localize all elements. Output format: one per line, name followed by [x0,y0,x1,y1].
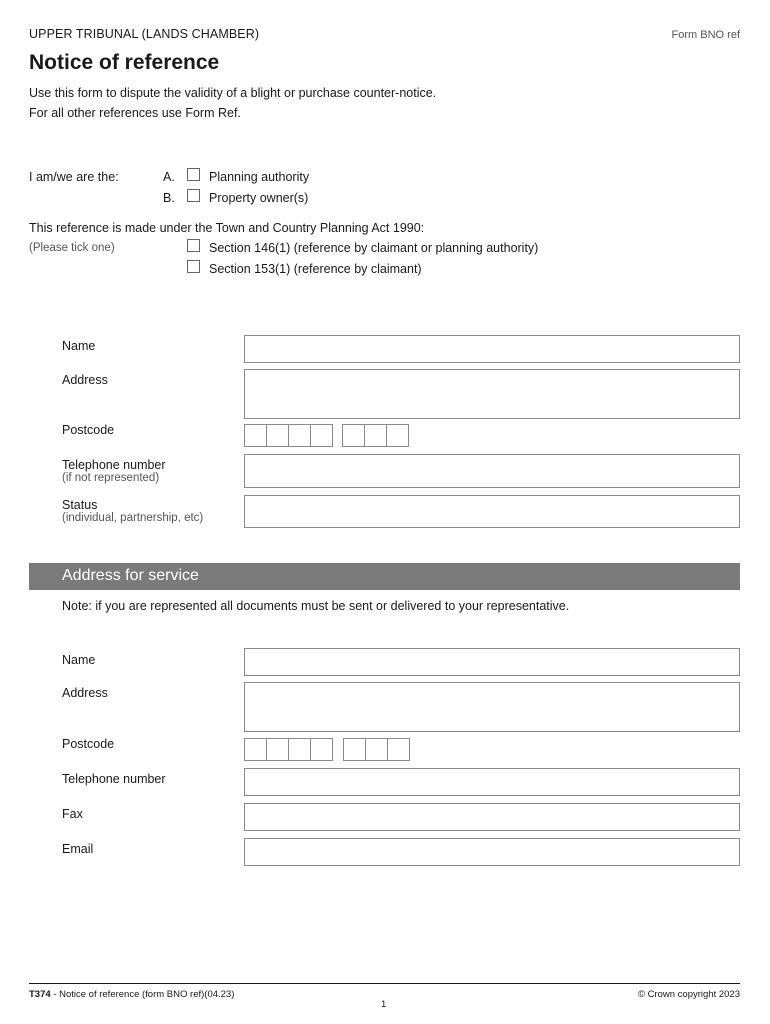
footer-divider [29,983,740,984]
tribunal-name: UPPER TRIBUNAL (LANDS CHAMBER) [29,27,260,41]
service-address-field[interactable] [244,682,740,732]
service-postcode-box[interactable] [343,738,366,761]
copyright-notice: © Crown copyright 2023 [637,989,740,1000]
form-reference: Form BNO ref [671,29,740,41]
status-label: Status [62,498,98,512]
intro-line-2: For all other references use Form Ref. [29,106,241,120]
postcode-box[interactable] [342,424,365,447]
service-fax-label: Fax [62,807,83,821]
service-postcode-box[interactable] [266,738,289,761]
address-label: Address [62,373,108,387]
footer-form-description: - Notice of reference (form BNO ref)(04.23) [50,989,235,1000]
option-a-letter: A. [163,170,175,184]
planning-authority-checkbox[interactable] [187,168,200,181]
reference-statement: This reference is made under the Town and Country Planning Act 1990: [29,221,425,235]
service-name-field[interactable] [244,648,740,676]
telephone-sublabel: (if not represented) [62,472,160,484]
service-postcode-box[interactable] [387,738,410,761]
postcode-box[interactable] [364,424,387,447]
postcode-box[interactable] [266,424,289,447]
status-field[interactable] [244,495,740,528]
service-postcode-box[interactable] [244,738,267,761]
footer-form-code: T374 [29,989,51,1000]
service-note: Note: if you are represented all documents must be sent or delivered to your representative. [62,599,570,613]
name-field[interactable] [244,335,740,363]
service-name-label: Name [62,653,96,667]
service-fax-field[interactable] [244,803,740,831]
reference-hint: (Please tick one) [29,242,115,254]
service-telephone-label: Telephone number [62,772,166,786]
postcode-box[interactable] [386,424,409,447]
section-146-checkbox[interactable] [187,239,200,252]
option-b-letter: B. [163,191,175,205]
postcode-box[interactable] [244,424,267,447]
telephone-label: Telephone number [62,458,166,472]
service-postcode-label: Postcode [62,737,115,751]
section-153-label: Section 153(1) (reference by claimant) [209,262,422,276]
postcode-label: Postcode [62,423,115,437]
service-postcode-box[interactable] [288,738,311,761]
footer-form-info [29,989,234,1000]
postcode-box[interactable] [310,424,333,447]
planning-authority-label: Planning authority [209,170,310,184]
service-telephone-field[interactable] [244,768,740,796]
telephone-field[interactable] [244,454,740,488]
service-email-field[interactable] [244,838,740,866]
section-146-label: Section 146(1) (reference by claimant or planning authority) [209,241,539,255]
property-owner-checkbox[interactable] [187,189,200,202]
property-owner-label: Property owner(s) [209,191,309,205]
service-postcode-box[interactable] [365,738,388,761]
party-label: I am/we are the: [29,170,119,184]
section-153-checkbox[interactable] [187,260,200,273]
postcode-box[interactable] [288,424,311,447]
page-number: 1 [381,999,387,1010]
status-sublabel: (individual, partnership, etc) [62,512,204,524]
service-email-label: Email [62,842,94,856]
address-for-service-title: Address for service [62,567,199,584]
address-field[interactable] [244,369,740,419]
address-for-service-header [29,563,740,590]
name-label: Name [62,339,96,353]
intro-line-1: Use this form to dispute the validity of a blight or purchase counter-notice. [29,86,437,100]
service-address-label: Address [62,686,108,700]
page-title: Notice of reference [29,51,220,74]
service-postcode-box[interactable] [310,738,333,761]
